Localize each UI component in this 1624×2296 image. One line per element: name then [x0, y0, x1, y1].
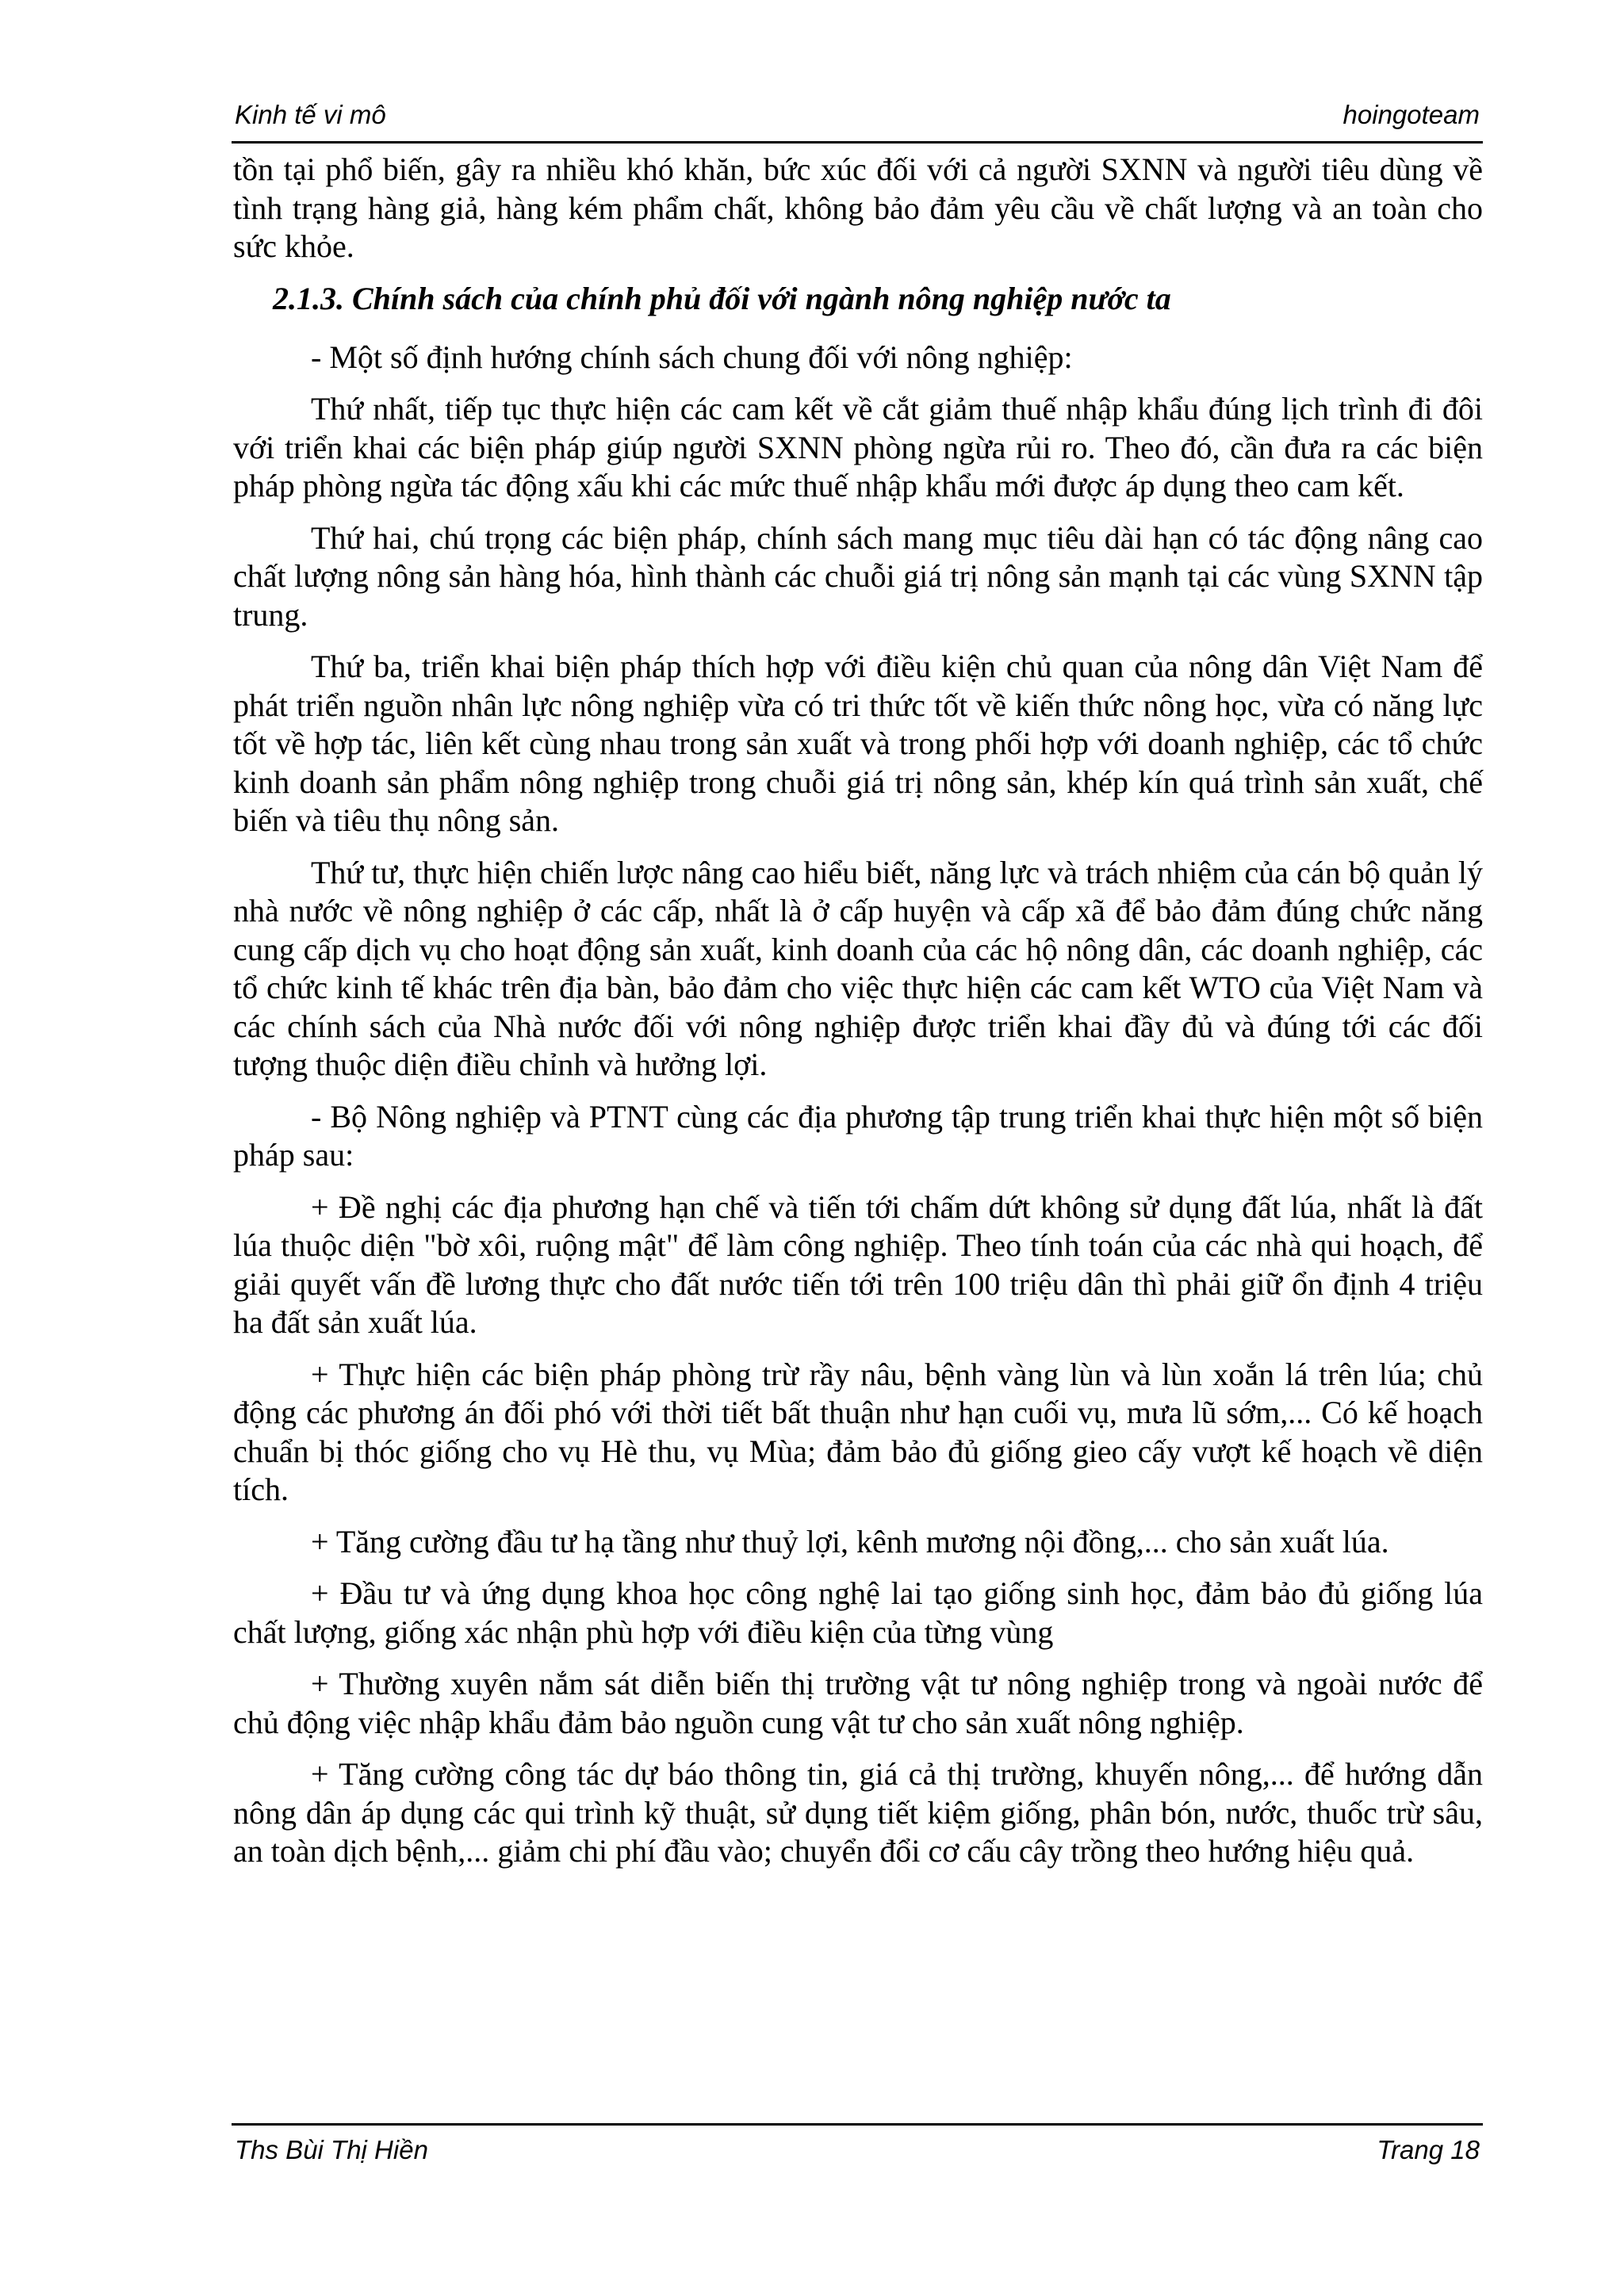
list-item-market-monitoring: + Thường xuyên nắm sát diễn biến thị trường vật tư nông nghiệp trong và ngoài nước để chủ động việc nhập khẩu đảm bảo nguồn cung vật tư cho sản xuất nông nghiệp.: [233, 1666, 1483, 1740]
paragraph-policy-intro: - Một số định hướng chính sách chung đối với nông nghiệp:: [311, 339, 1073, 375]
header-team-name: hoingoteam: [1342, 100, 1480, 129]
paragraph-second: Thứ hai, chú trọng các biện pháp, chính sách mang mục tiêu dài hạn có tác động nâng cao chất lượng nông sản hàng hóa, hình thành các chuỗi giá trị nông sản mạnh tại các vùng SXNN tập trung.: [233, 519, 1483, 633]
list-item-seed-technology: + Đầu tư và ứng dụng khoa học công nghệ lai tạo giống sinh học, đảm bảo đủ giống lúa chất lượng, giống xác nhận phù hợp với điều kiện của từng vùng: [233, 1575, 1483, 1650]
paragraph-fourth: Thứ tư, thực hiện chiến lược nâng cao hiểu biết, năng lực và trách nhiệm của cán bộ quản lý nhà nước về nông nghiệp ở các cấp, nhất là ở cấp huyện và cấp xã để bảo đảm đúng chức năng cung cấp dịch vụ cho hoạt động sản xuất, kinh doanh của các hộ nông dân, các doanh nghiệp, các tổ chức kinh tế khác trên địa bàn, bảo đảm cho việc thực hiện các cam kết WTO của Việt Nam và các chính sách của Nhà nước đối với nông nghiệp được triển khai đầy đủ và đúng tới các đối tượng thuộc diện điều chỉnh và hưởng lợi.: [233, 854, 1483, 1082]
document-body: [233, 151, 1483, 1885]
list-item-forecasting: + Tăng cường công tác dự báo thông tin, giá cả thị trường, khuyến nông,... để hướng dẫn nông dân áp dụng các qui trình kỹ thuật, sử dụng tiết kiệm giống, phân bón, nước, thuốc trừ sâu, an toàn dịch bệnh,... giảm chi phí đầu vào; chuyển đổi cơ cấu cây trồng theo hướng hiệu quả.: [233, 1756, 1483, 1869]
footer-author: Ths Bùi Thị Hiền: [235, 2135, 428, 2164]
page-footer: [232, 2123, 1483, 2165]
list-item-pest-control: + Thực hiện các biện pháp phòng trừ rầy nâu, bệnh vàng lùn và lùn xoắn lá trên lúa; chủ động các phương án đối phó với thời tiết bất thuận như hạn cuối vụ, mưa lũ sớm,... Có kế hoạch chuẩn bị thóc giống cho vụ Hè thu, vụ Mùa; đảm bảo đủ giống gieo cấy vượt kế hoạch về diện tích.: [233, 1356, 1483, 1507]
paragraph-continued: tồn tại phổ biến, gây ra nhiều khó khăn, bức xúc đối với cả người SXNN và người tiêu dùng về tình trạng hàng giả, hàng kém phẩm chất, không bảo đảm yêu cầu về chất lượng và an toàn cho sức khỏe.: [233, 151, 1483, 264]
paragraph-third: Thứ ba, triển khai biện pháp thích hợp với điều kiện chủ quan của nông dân Việt Nam để phát triển nguồn nhân lực nông nghiệp vừa có tri thức tốt về kiến thức nông học, vừa có năng lực tốt về hợp tác, liên kết cùng nhau trong sản xuất và trong phối hợp với doanh nghiệp, các tổ chức kinh doanh sản phẩm nông nghiệp trong chuỗi giá trị nông sản, khép kín quá trình sản xuất, chế biến và tiêu thụ nông sản.: [233, 649, 1483, 838]
footer-page-number: Trang 18: [1377, 2135, 1480, 2164]
section-heading: 2.1.3. Chính sách của chính phủ đối với ngành nông nghiệp nước ta: [273, 280, 1171, 316]
list-item-land-use: + Đề nghị các địa phương hạn chế và tiến tới chấm dứt không sử dụng đất lúa, nhất là đất lúa thuộc diện "bờ xôi, ruộng mật" để làm công nghiệp. Theo tính toán của các nhà qui hoạch, để giải quyết vấn đề lương thực cho đất nước tiến tới trên 100 triệu dân thì phải giữ ổn định 4 triệu ha đất sản xuất lúa.: [233, 1188, 1483, 1340]
list-item-infrastructure: + Tăng cường đầu tư hạ tầng như thuỷ lợi, kênh mương nội đồng,... cho sản xuất lúa.: [311, 1523, 1389, 1559]
page-header: [232, 94, 1483, 144]
header-course-title: Kinh tế vi mô: [235, 100, 386, 129]
paragraph-first: Thứ nhất, tiếp tục thực hiện các cam kết về cắt giảm thuế nhập khẩu đúng lịch trình đi đôi với triển khai các biện pháp giúp người SXNN phòng ngừa rủi ro. Theo đó, cần đưa ra các biện pháp phòng ngừa tác động xấu khi các mức thuế nhập khẩu mới được áp dụng theo cam kết.: [233, 391, 1483, 503]
paragraph-ministry-measures: - Bộ Nông nghiệp và PTNT cùng các địa phương tập trung triển khai thực hiện một số biện pháp sau:: [233, 1098, 1483, 1173]
